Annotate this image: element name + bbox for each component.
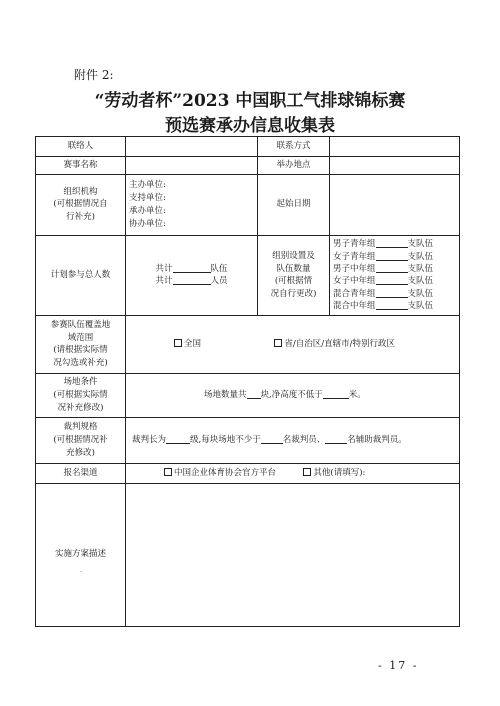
plan-label: 实施方案描述: [36, 483, 126, 626]
coverage-field: [126, 315, 460, 373]
event-name-label: 赛事名称: [36, 157, 126, 175]
form-subtitle: 预选赛承办信息收集表: [165, 116, 335, 136]
signup-other-option[interactable]: 其他(请填写):: [303, 468, 365, 478]
checkbox-other[interactable]: [303, 468, 311, 476]
plan-field[interactable]: [126, 483, 460, 626]
coverage-province-option[interactable]: 省/自治区/直辖市/特别行政区: [274, 339, 395, 349]
referee-label: 裁判规格 (可根据情况补 充修改): [36, 417, 126, 463]
form-title: “劳动者杯”2023 中国职工气排球锦标赛: [94, 91, 406, 111]
group-item: 女子中年组 支队伍: [333, 276, 434, 287]
checkbox-province[interactable]: [274, 339, 282, 347]
signup-field: [126, 463, 460, 483]
row-contact: [36, 137, 460, 157]
coverage-label: 参赛队伍覆盖地 域范围 (请根据实际情 况勾选或补充): [36, 315, 126, 373]
groups-field[interactable]: [330, 235, 460, 315]
row-participants: [36, 235, 460, 315]
referee-field[interactable]: 裁判长为 级,每块场地不少于 名裁判员、 名辅助裁判员。: [126, 417, 460, 463]
row-plan: [36, 483, 460, 626]
signup-label: 报名渠道: [36, 463, 126, 483]
support-unit-label: 支持单位:: [129, 193, 166, 203]
start-date-field[interactable]: [330, 174, 460, 235]
organizer-unit-label: 承办单位:: [129, 205, 166, 216]
contact-method-label: 联系方式: [258, 137, 330, 157]
venue-label: 举办地点: [258, 157, 330, 175]
group-item: 混合青年组 支队伍: [333, 288, 434, 299]
coverage-national-option[interactable]: 全国: [174, 339, 201, 349]
venue-field[interactable]: [330, 157, 460, 175]
event-name-field[interactable]: [126, 157, 258, 175]
group-item: 男子青年组 支队伍: [333, 239, 434, 250]
participants-field[interactable]: 共计 队伍 共计 人员: [126, 235, 258, 315]
group-item: 男子中年组 支队伍: [333, 263, 434, 274]
attachment-label: 附件 2:: [74, 68, 114, 82]
row-signup: [36, 463, 460, 483]
row-coverage: [36, 315, 460, 373]
contact-person-label: 联络人: [36, 137, 126, 157]
site-field[interactable]: 场地数量共 块,净高度不低于 米。: [126, 373, 460, 417]
start-date-label: 起始日期: [258, 174, 330, 235]
contact-method-field[interactable]: [330, 137, 460, 157]
scan-mark: .: [80, 566, 83, 574]
contact-person-field[interactable]: [126, 137, 258, 157]
signup-official-option[interactable]: 中国企业体育协会官方平台: [164, 468, 276, 478]
row-referee: [36, 417, 460, 463]
group-item: 混合中年组 支队伍: [333, 300, 434, 311]
checkbox-national[interactable]: [174, 339, 182, 347]
page-number: - 17 -: [378, 659, 419, 672]
group-item: 女子青年组 支队伍: [333, 251, 434, 262]
checkbox-official-platform[interactable]: [164, 468, 172, 476]
organization-field[interactable]: [126, 174, 258, 235]
info-form-table: [35, 136, 460, 627]
row-organization: [36, 174, 460, 235]
co-organizer-unit-label: 协办单位:: [129, 218, 166, 229]
participants-label: 计划参与总人数: [36, 235, 126, 315]
host-unit-label: 主办单位:: [129, 180, 166, 191]
row-site: [36, 373, 460, 417]
site-label: 场地条件 (可根据实际情 况补充修改): [36, 373, 126, 417]
groups-label: 组别设置及 队伍数量 (可根据情 况自行更改): [258, 235, 330, 315]
row-event: [36, 157, 460, 175]
organization-label: 组织机构 (可根据情况自 行补充): [36, 174, 126, 235]
